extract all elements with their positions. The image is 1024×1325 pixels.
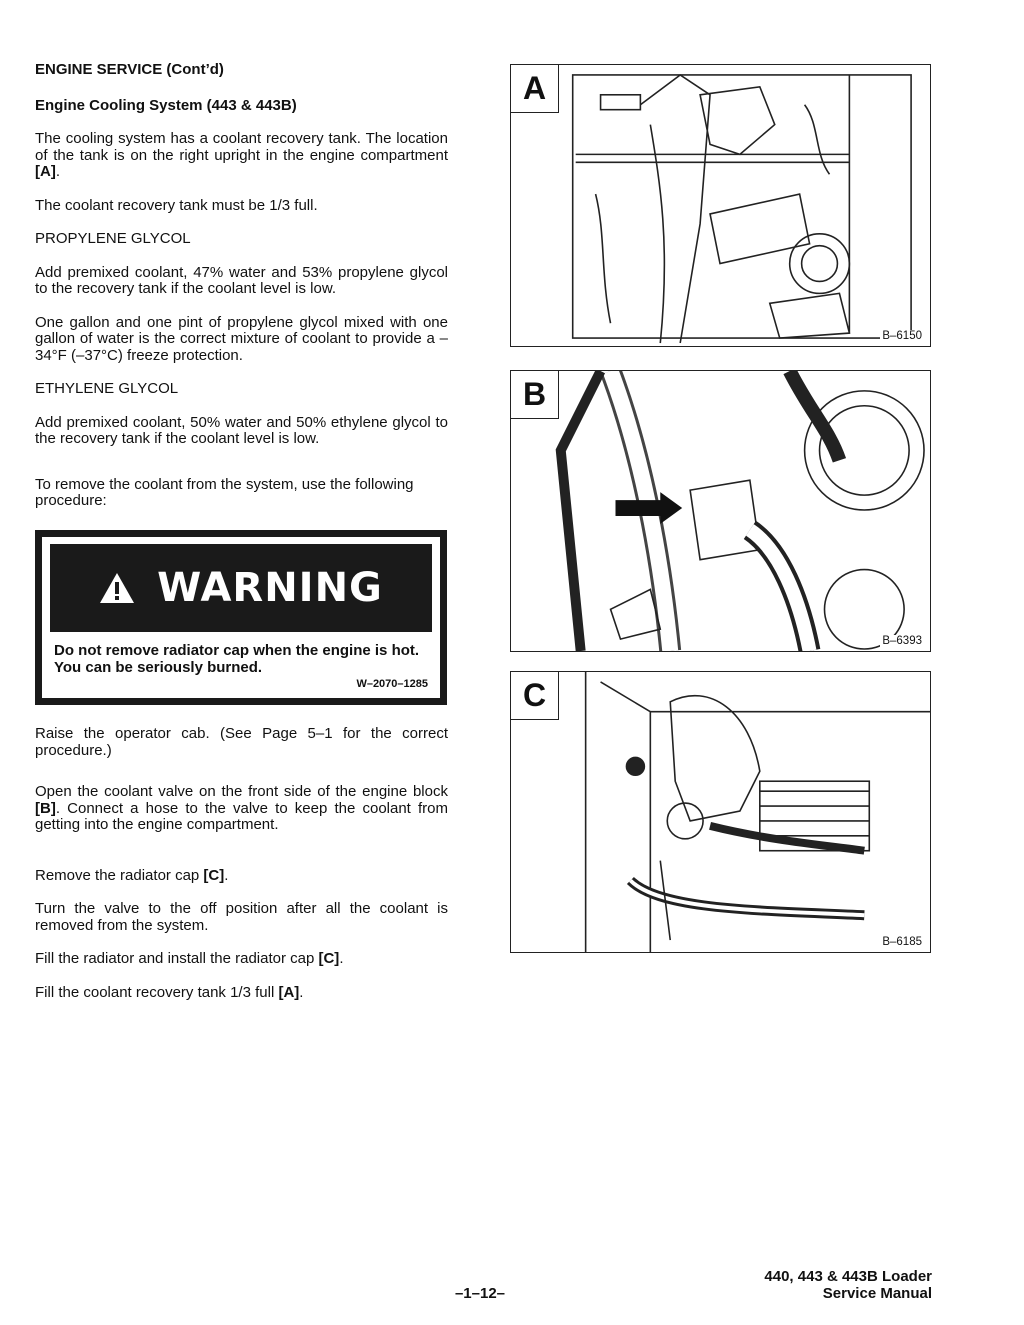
paragraph-9-text: Remove the radiator cap <box>35 866 204 884</box>
warning-banner <box>50 544 432 632</box>
ref-a: [A] <box>278 983 300 1001</box>
paragraph-9 <box>35 868 448 885</box>
paragraph-1-text: The cooling system has a coolant recovery tank. The location of the tank is on the right upright in the engine compartment <box>35 130 448 164</box>
figure-c-code: B–6185 <box>882 936 922 948</box>
paragraph-11 <box>35 951 448 968</box>
paragraph-6: To remove the coolant from the system, use the following procedure: <box>35 475 414 509</box>
warning-triangle-icon <box>99 572 135 604</box>
figure-c-label: C <box>511 672 559 720</box>
paragraph-7: Raise the operator cab. (See Page 5–1 for the correct procedure.) <box>35 725 448 759</box>
page-number: –1–12– <box>454 1285 506 1302</box>
figure-a-code: B–6150 <box>882 330 922 342</box>
paragraph-1 <box>35 131 448 181</box>
figure-a-illustration <box>511 65 930 346</box>
paragraph-5: Add premixed coolant, 50% water and 50% ethylene glycol to the recovery tank if the coolant level is low. <box>35 413 448 447</box>
period: . <box>224 866 229 884</box>
period: . <box>55 163 60 180</box>
footer-title <box>764 1269 932 1302</box>
footer-title-line1: 440, 443 & 443B Loader <box>764 1268 932 1285</box>
paragraph-10: Turn the valve to the off position after all the coolant is removed from the system. <box>35 900 448 934</box>
warning-inner <box>42 537 440 698</box>
figure-a <box>510 64 931 347</box>
ref-a: [A] <box>35 163 56 180</box>
section-heading: ENGINE SERVICE (Cont’d) <box>35 61 224 78</box>
ethylene-heading: ETHYLENE GLYCOL <box>35 380 179 397</box>
propylene-heading: PROPYLENE GLYCOL <box>35 230 191 247</box>
figure-b <box>510 370 931 652</box>
figure-c-illustration <box>511 672 930 952</box>
figure-b-label: B <box>511 371 559 419</box>
figure-b-illustration <box>511 371 930 651</box>
footer-title-line2: Service Manual <box>822 1284 932 1302</box>
paragraph-12 <box>35 985 448 1002</box>
warning-message: Do not remove radiator cap when the engine is hot. You can be seriously burned. <box>54 642 420 676</box>
ref-c: [C] <box>203 866 225 884</box>
paragraph-11-text: Fill the radiator and install the radiator cap <box>35 950 319 967</box>
paragraph-3: Add premixed coolant, 47% water and 53% propylene glycol to the recovery tank if the coolant level is low. <box>35 263 448 297</box>
paragraph-2: The coolant recovery tank must be 1/3 full. <box>35 196 318 214</box>
period: . <box>299 983 304 1001</box>
figure-a-label: A <box>511 65 559 113</box>
paragraph-4: One gallon and one pint of propylene glycol mixed with one gallon of water is the correct mixture of coolant to provide a –34°F (–37°C) freeze protection. <box>35 313 448 364</box>
warning-box <box>35 530 447 705</box>
figure-c <box>510 671 931 953</box>
ref-b: [B] <box>35 799 56 817</box>
ref-c: [C] <box>318 950 340 967</box>
section-subheading: Engine Cooling System (443 & 443B) <box>35 96 297 114</box>
figure-b-code: B–6393 <box>882 635 922 647</box>
paragraph-8-text-b: . Connect a hose to the valve to keep the coolant from getting into the engine compartment. <box>35 799 448 833</box>
warning-title: WARNING <box>157 565 383 611</box>
text-column <box>35 62 448 510</box>
period: . <box>339 950 344 967</box>
paragraph-8 <box>35 784 448 834</box>
paragraph-12-text: Fill the coolant recovery tank 1/3 full <box>35 983 279 1001</box>
text-column-lower <box>35 726 448 1001</box>
warning-code: W–2070–1285 <box>356 678 428 690</box>
paragraph-8-text-a: Open the coolant valve on the front side of the engine block <box>35 783 448 800</box>
